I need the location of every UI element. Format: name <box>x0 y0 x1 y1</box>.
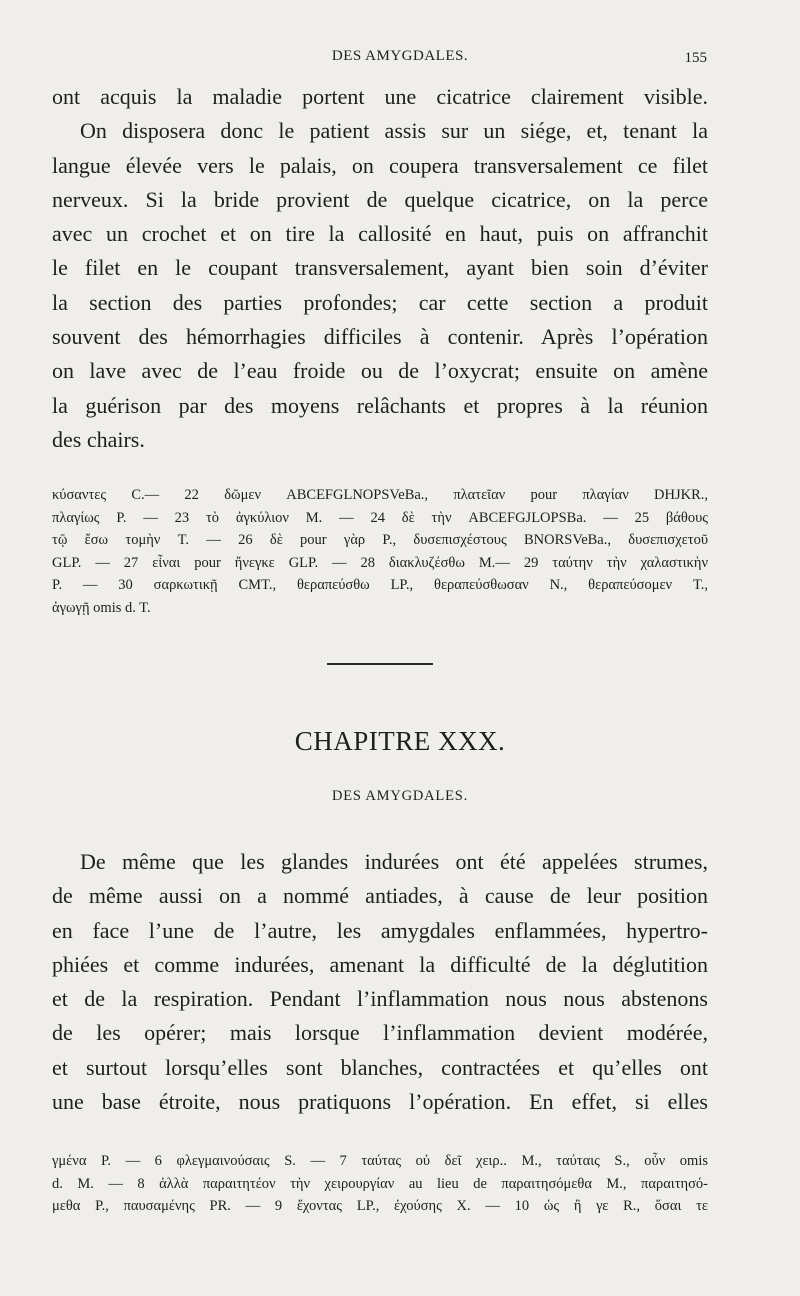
text-line: le filet en le coupant transversalement, ayant bien soin d’éviter <box>52 255 708 281</box>
text-line: en face l’une de l’autre, les amygdales enflammées, hypertro- <box>52 917 708 943</box>
text-line: la guérison par des moyens relâchants et propres à la réunion <box>52 392 708 418</box>
footnote-line: P. — 30 σαρκωτικῇ CMT., θεραπεύσθω LP., θεραπεύσθωσαν N., θεραπεύσομεν T., <box>52 577 708 593</box>
text-line: nerveux. Si la bride provient de quelque cicatrice, on la perce <box>52 186 708 212</box>
text-line: et surtout lorsqu’elles sont blanches, contractées et qu’elles ont <box>52 1054 708 1080</box>
text-line: de les opérer; mais lorsque l’inflammation devient modérée, <box>52 1020 708 1046</box>
text-line: De même que les glandes indurées ont été appelées strumes, <box>80 849 708 874</box>
page-number: 155 <box>684 50 707 66</box>
text-line: une base étroite, nous pratiquons l’opération. En effet, si elles <box>52 1089 708 1115</box>
running-head <box>0 48 800 72</box>
chapter-subtitle: DES AMYGDALES. <box>331 788 469 804</box>
footnote-line: ἀγωγῇ omis d. T. <box>52 599 151 616</box>
text-line: phiées et comme indurées, amenant la difficulté de la déglutition <box>52 951 708 977</box>
bottom-paragraph <box>52 845 708 1119</box>
footnote-line: πλαγίως P. — 23 τὸ ἀγκύλιον M. — 24 δὲ τὴν ABCEFGJLOPSBa. — 25 βάθους <box>52 509 708 526</box>
footnote-line: GLP. — 27 εἶναι pour ἤνεγκε GLP. — 28 διακλυζέσθω M.— 29 ταύτην τὴν χαλαστικὴν <box>52 554 708 571</box>
footnote-line: d. M. — 8 ἀλλὰ παραιτητέον τὴν χειρουργίαν au lieu de παραιτησόμεθα M., παραιτησό- <box>52 1175 708 1192</box>
top-paragraph <box>52 80 708 457</box>
text-line: de même aussi on a nommé antiades, à cause de leur position <box>52 883 708 909</box>
text-line: langue élevée vers le palais, on coupera transversalement ce filet <box>52 152 708 178</box>
footnote-line: κύσαντες C.— 22 δῶμεν ABCEFGLNOPSVeBa., πλατεῖαν pour πλαγίαν DHJKR., <box>52 487 708 503</box>
footnote-line: μεθα P., παυσαμένης PR. — 9 ἔχοντας LP., ἐχούσης X. — 10 ὡς ἢ γε R., ὅσαι τε <box>52 1198 708 1214</box>
footnotes-top <box>52 484 708 619</box>
text-line: ont acquis la maladie portent une cicatrice clairement visible. <box>52 84 708 109</box>
footnote-line: γμένα P. — 6 φλεγμαινούσαις S. — 7 ταύτας οὐ δεῖ χειρ.. M., ταύταις S., οὖν omis <box>52 1153 708 1169</box>
text-line: et de la respiration. Pendant l’inflammation nous nous abstenons <box>52 986 708 1012</box>
running-title: DES AMYGDALES. <box>331 48 469 64</box>
footnote-line: τῷ ἔσω τομὴν T. — 26 δὲ pour γὰρ P., δυσεπισχέστους BNORSVeBa., δυσεπισχετοῦ <box>52 532 708 548</box>
text-line: On disposera donc le patient assis sur un siége, et, tenant la <box>80 118 708 144</box>
chapter-title: CHAPITRE XXX. <box>294 726 506 756</box>
footnotes-bottom <box>52 1150 708 1218</box>
text-line: la section des parties profondes; car cette section a produit <box>52 289 708 315</box>
separator-rule <box>327 663 433 665</box>
text-line: avec un crochet et on tire la callosité en haut, puis on affranchit <box>52 221 708 247</box>
text-line: souvent des hémorrhagies difficiles à contenir. Après l’opération <box>52 324 708 350</box>
text-line: des chairs. <box>52 426 145 452</box>
text-line: on lave avec de l’eau froide ou de l’oxycrat; ensuite on amène <box>52 358 708 384</box>
